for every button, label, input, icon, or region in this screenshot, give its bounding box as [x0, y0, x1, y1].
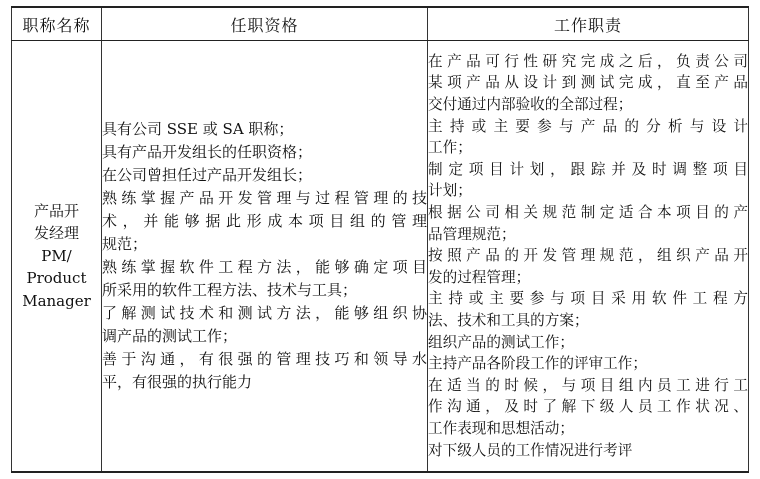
job-title-line: Manager [22, 291, 91, 310]
duty-line: 法、技术和工具的方案； [428, 311, 589, 329]
qualification-line: 熟练掌握软件工程方法，能够确定项目 [102, 258, 427, 276]
qualification-line: 规范； [102, 235, 148, 253]
job-title-cell [12, 41, 102, 473]
duty-line: 品管理规范； [428, 225, 516, 243]
qualification-line: 了解测试技术和测试方法，能够组织协 [102, 304, 427, 322]
table-row [12, 41, 749, 473]
qualification-line: 术，并能够据此形成本项目组的管理 [102, 212, 427, 230]
duty-line: 在产品可行性研究完成之后，负责公司 [428, 52, 748, 70]
qualification-line: 在公司曾担任过产品开发组长； [102, 166, 313, 184]
header-job-title: 职称名称 [12, 7, 102, 41]
job-description-table [11, 6, 749, 473]
header-row [12, 7, 749, 41]
qualifications-cell [102, 41, 428, 473]
job-title-line: 产品开 [33, 201, 79, 220]
qualification-line: 调产品的测试工作； [102, 327, 238, 345]
duty-line: 根据公司相关规范制定适合本项目的产 [428, 204, 748, 222]
qualification-line: 熟练掌握产品开发管理与过程管理的技 [102, 189, 427, 207]
duty-line: 工作表现和思想活动； [428, 419, 574, 437]
duties-cell [428, 41, 749, 473]
duty-line: 制定项目计划，跟踪并及时调整项目 [428, 160, 748, 178]
qualification-line: 具有公司 SSE 或 SA 职称； [102, 120, 294, 138]
job-title-line: PM/ [41, 246, 72, 265]
job-title-line: 发经理 [33, 224, 79, 243]
header-qualifications: 任职资格 [102, 7, 428, 41]
duty-line: 发的过程管理； [428, 268, 531, 286]
duty-line: 计划； [428, 182, 472, 200]
duty-line: 按照产品的开发管理规范，组织产品开 [428, 247, 748, 265]
header-duties: 工作职责 [428, 7, 749, 41]
duty-line: 作沟通，及时了解下级人员工作状况、 [428, 398, 748, 416]
qualification-line: 平，有很强的执行能力 [102, 373, 253, 391]
duty-line: 主持或主要参与产品的分析与设计 [428, 117, 748, 135]
qualification-line: 善于沟通，有很强的管理技巧和领导水 [102, 350, 427, 368]
duty-line: 组织产品的测试工作； [428, 333, 574, 351]
duty-line: 某项产品从设计到测试完成，直至产品 [428, 74, 748, 92]
qualification-line: 所采用的软件工程方法、技术与工具； [102, 281, 358, 299]
duty-line: 主持或主要参与项目采用软件工程方 [428, 290, 748, 308]
duty-line: 对下级人员的工作情况进行考评 [428, 441, 633, 459]
job-title-line: Product [26, 269, 87, 288]
duty-line: 主持产品各阶段工作的评审工作； [428, 355, 647, 373]
duty-line: 在适当的时候，与项目组内员工进行工 [428, 376, 748, 394]
duty-line: 交付通过内部验收的全部过程； [428, 96, 633, 114]
qualification-line: 具有产品开发组长的任职资格； [102, 143, 313, 161]
duty-line: 工作； [428, 139, 472, 157]
